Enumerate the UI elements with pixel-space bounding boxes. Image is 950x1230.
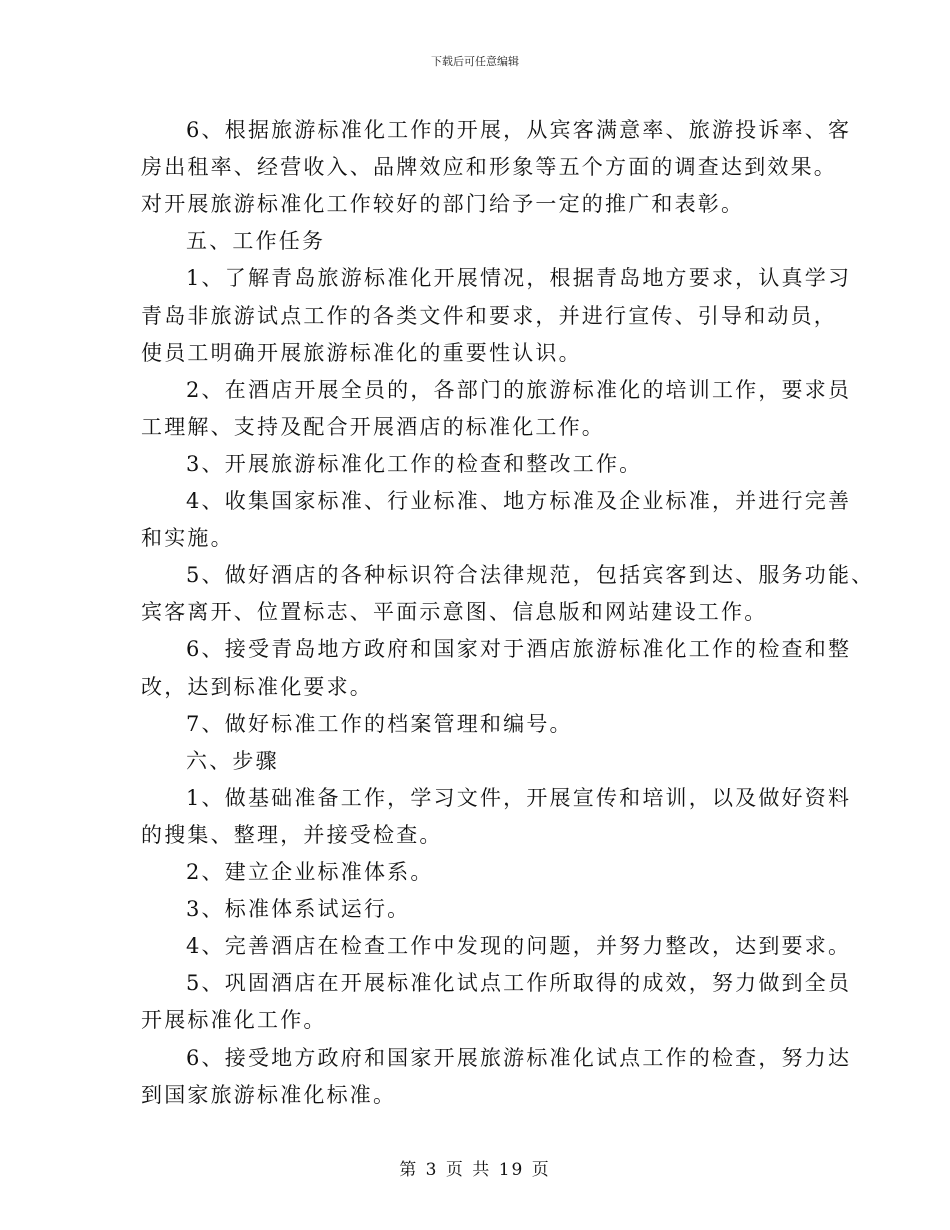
text-line: 6、接受青岛地方政府和国家对于酒店旅游标准化工作的检查和整 [186, 637, 852, 662]
text-line: 和实施。 [141, 526, 234, 551]
page-header: 下载后可任意编辑 [431, 55, 519, 68]
text-line: 宾客离开、位置标志、平面示意图、信息版和网站建设工作。 [141, 600, 768, 625]
text-line: 7、做好标准工作的档案管理和编号。 [186, 711, 573, 736]
text-line: 改，达到标准化要求。 [141, 674, 373, 699]
text-line: 六、步骤 [186, 748, 279, 773]
text-line: 的搜集、整理，并接受检查。 [141, 822, 443, 847]
text-line: 3、标准体系试运行。 [186, 897, 411, 922]
text-line: 使员工明确开展旅游标准化的重要性认识。 [141, 340, 582, 365]
text-line: 6、根据旅游标准化工作的开展，从宾客满意率、旅游投诉率、客 [186, 118, 852, 142]
text-line: 1、做基础准备工作，学习文件，开展宣传和培训，以及做好资料 [186, 785, 852, 810]
page-footer: 第 3 页 共 19 页 [399, 1160, 551, 1180]
text-line: 开展标准化工作。 [141, 1008, 327, 1033]
text-line: 3、开展旅游标准化工作的检查和整改工作。 [186, 451, 643, 476]
text-line: 5、做好酒店的各种标识符合法律规范，包括宾客到达、服务功能、 [186, 563, 875, 588]
text-line: 五、工作任务 [186, 229, 326, 254]
text-line: 2、建立企业标准体系。 [186, 860, 434, 884]
text-line: 2、在酒店开展全员的，各部门的旅游标准化的培训工作，要求员 [186, 377, 852, 402]
text-line: 到国家旅游标准化标准。 [141, 1082, 397, 1107]
text-line: 青岛非旅游试点工作的各类文件和要求，并进行宣传、引导和动员， [141, 303, 837, 328]
text-line: 工理解、支持及配合开展酒店的标准化工作。 [141, 414, 605, 439]
text-line: 房出租率、经营收入、品牌效应和形象等五个方面的调查达到效果。 [141, 155, 837, 180]
text-line: 1、了解青岛旅游标准化开展情况，根据青岛地方要求，认真学习 [186, 266, 852, 291]
text-line: 4、完善酒店在检查工作中发现的问题，并努力整改，达到要求。 [186, 934, 852, 959]
text-line: 4、收集国家标准、行业标准、地方标准及企业标准，并进行完善 [186, 489, 852, 513]
text-line: 6、接受地方政府和国家开展旅游标准化试点工作的检查，努力达 [186, 1045, 852, 1070]
text-line: 5、巩固酒店在开展标准化试点工作所取得的成效，努力做到全员 [186, 971, 852, 996]
text-line: 对开展旅游标准化工作较好的部门给予一定的推广和表彰。 [141, 192, 745, 217]
